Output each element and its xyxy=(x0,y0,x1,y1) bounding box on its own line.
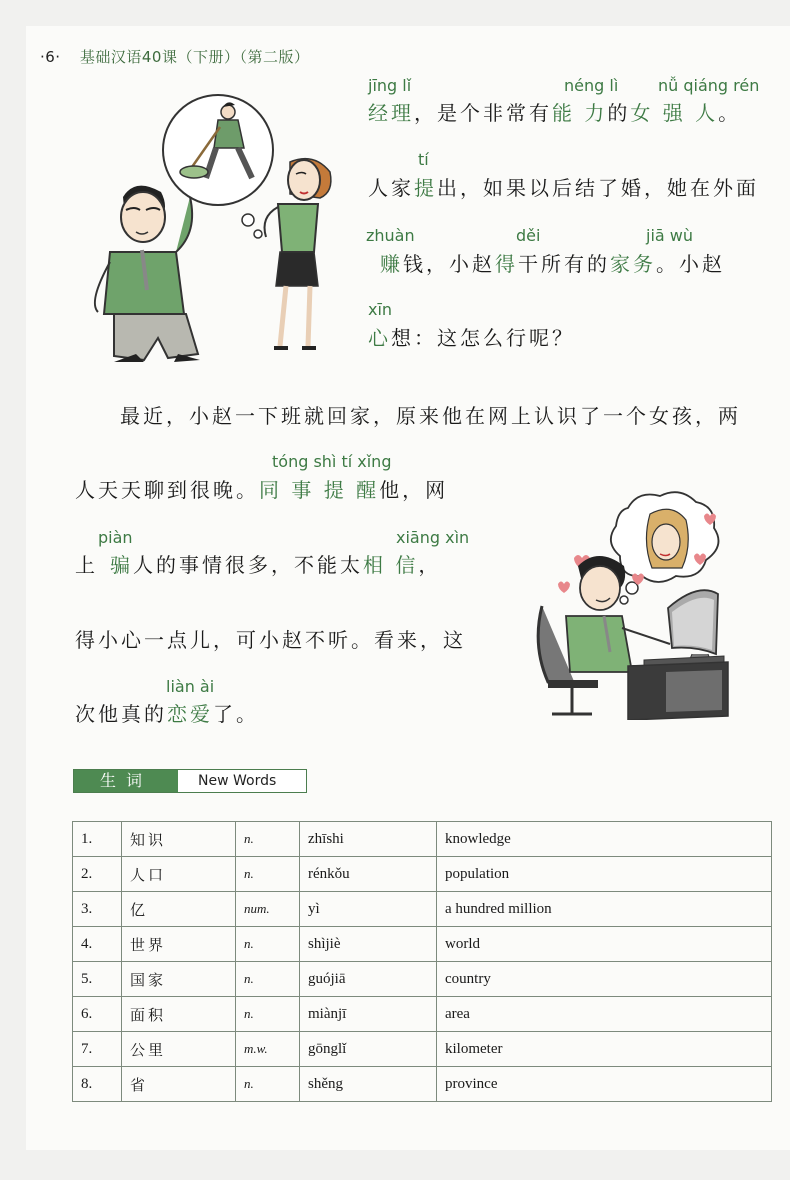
vocab-number: 5. xyxy=(73,962,122,997)
computer-icon xyxy=(644,590,724,670)
vocab-pinyin: miànjī xyxy=(300,997,437,1032)
vocab-pinyin: shěng xyxy=(300,1067,437,1102)
couple-illustration xyxy=(78,92,348,367)
pinyin-l6: tóng shì tí xǐng xyxy=(272,452,392,471)
vocab-heading-zh: 生词 xyxy=(74,770,178,792)
vocab-pinyin: rénkǒu xyxy=(300,857,437,892)
passage-line-3: 赚钱，小赵得干所有的家务。小赵 xyxy=(380,252,725,276)
pinyin-l7-b: xiāng xìn xyxy=(396,528,470,547)
vocab-pinyin: gōnglǐ xyxy=(300,1032,437,1067)
vocab-table xyxy=(72,821,772,1102)
vocab-part-of-speech: n. xyxy=(236,857,300,892)
passage-line-8: 得小心一点儿，可小赵不听。看来，这 xyxy=(75,628,466,652)
vocab-number: 8. xyxy=(73,1067,122,1102)
passage-line-1: 经理，是个非常有能 力的女 强 人。 xyxy=(368,101,742,125)
vocab-part-of-speech: n. xyxy=(236,1067,300,1102)
table-row xyxy=(73,857,772,892)
woman-face-icon xyxy=(646,509,688,568)
table-row xyxy=(73,962,772,997)
vocab-number: 3. xyxy=(73,892,122,927)
vocab-part-of-speech: num. xyxy=(236,892,300,927)
vocab-word: 面积 xyxy=(122,997,236,1032)
vocab-pinyin: yì xyxy=(300,892,437,927)
passage-line-6: 人天天聊到很晚。同 事 提 醒他，网 xyxy=(75,478,449,502)
vocab-number: 1. xyxy=(73,822,122,857)
vocab-number: 2. xyxy=(73,857,122,892)
vocab-meaning: world xyxy=(437,927,772,962)
vocab-part-of-speech: m.w. xyxy=(236,1032,300,1067)
vocab-part-of-speech: n. xyxy=(236,997,300,1032)
vocab-meaning: area xyxy=(437,997,772,1032)
table-row xyxy=(73,927,772,962)
vocab-pinyin: shìjiè xyxy=(300,927,437,962)
pinyin-l1-a: jīng lǐ xyxy=(368,76,412,95)
vocab-heading xyxy=(73,769,307,793)
vocab-word: 省 xyxy=(122,1067,236,1102)
vocab-word: 人口 xyxy=(122,857,236,892)
passage-line-9: 次他真的恋爱了。 xyxy=(75,702,259,726)
page-header xyxy=(40,46,309,67)
vocab-word: 知识 xyxy=(122,822,236,857)
passage-line-5: 最近，小赵一下班就回家，原来他在网上认识了一个女孩，两 xyxy=(120,404,741,428)
vocab-pinyin: zhīshi xyxy=(300,822,437,857)
vocab-meaning: knowledge xyxy=(437,822,772,857)
pinyin-l3-b: děi xyxy=(516,226,541,245)
vocab-part-of-speech: n. xyxy=(236,927,300,962)
passage-line-7: 上 骗人的事情很多，不能太相 信， xyxy=(75,553,442,577)
passage-line-4: 心想：这怎么行呢？ xyxy=(368,326,575,350)
man-icon xyxy=(95,186,200,362)
woman-icon xyxy=(265,159,331,348)
vocab-meaning: population xyxy=(437,857,772,892)
table-row xyxy=(73,892,772,927)
vocab-meaning: a hundred million xyxy=(437,892,772,927)
pinyin-l1-b: néng lì xyxy=(564,76,619,95)
book-title: 基础汉语40课（下册）（第二版） xyxy=(79,48,310,66)
vocab-number: 4. xyxy=(73,927,122,962)
pinyin-l3-c: jiā wù xyxy=(646,226,694,245)
pinyin-l2: tí xyxy=(418,150,429,169)
table-row xyxy=(73,1067,772,1102)
vocab-meaning: country xyxy=(437,962,772,997)
pinyin-l7-a: piàn xyxy=(98,528,133,547)
table-row xyxy=(73,997,772,1032)
vocab-word: 公里 xyxy=(122,1032,236,1067)
vocab-number: 7. xyxy=(73,1032,122,1067)
vocab-meaning: province xyxy=(437,1067,772,1102)
vocab-word: 世界 xyxy=(122,927,236,962)
vocab-heading-en: New Words xyxy=(198,773,277,789)
vocab-pinyin: guójiā xyxy=(300,962,437,997)
computer-man-illustration xyxy=(532,488,740,720)
vocab-part-of-speech: n. xyxy=(236,962,300,997)
pinyin-l3-a: zhuàn xyxy=(366,226,415,245)
passage-line-2: 人家提出，如果以后结了婚，她在外面 xyxy=(368,176,759,200)
vocab-meaning: kilometer xyxy=(437,1032,772,1067)
table-row xyxy=(73,1032,772,1067)
vocab-word: 国家 xyxy=(122,962,236,997)
page-number: ·6· xyxy=(40,48,61,66)
pinyin-l9: liàn ài xyxy=(166,677,215,696)
vocab-number: 6. xyxy=(73,997,122,1032)
vocab-part-of-speech: n. xyxy=(236,822,300,857)
table-row xyxy=(73,822,772,857)
vocab-word: 亿 xyxy=(122,892,236,927)
pinyin-l1-c: nǚ qiáng rén xyxy=(658,76,760,95)
pinyin-l4: xīn xyxy=(368,300,393,319)
